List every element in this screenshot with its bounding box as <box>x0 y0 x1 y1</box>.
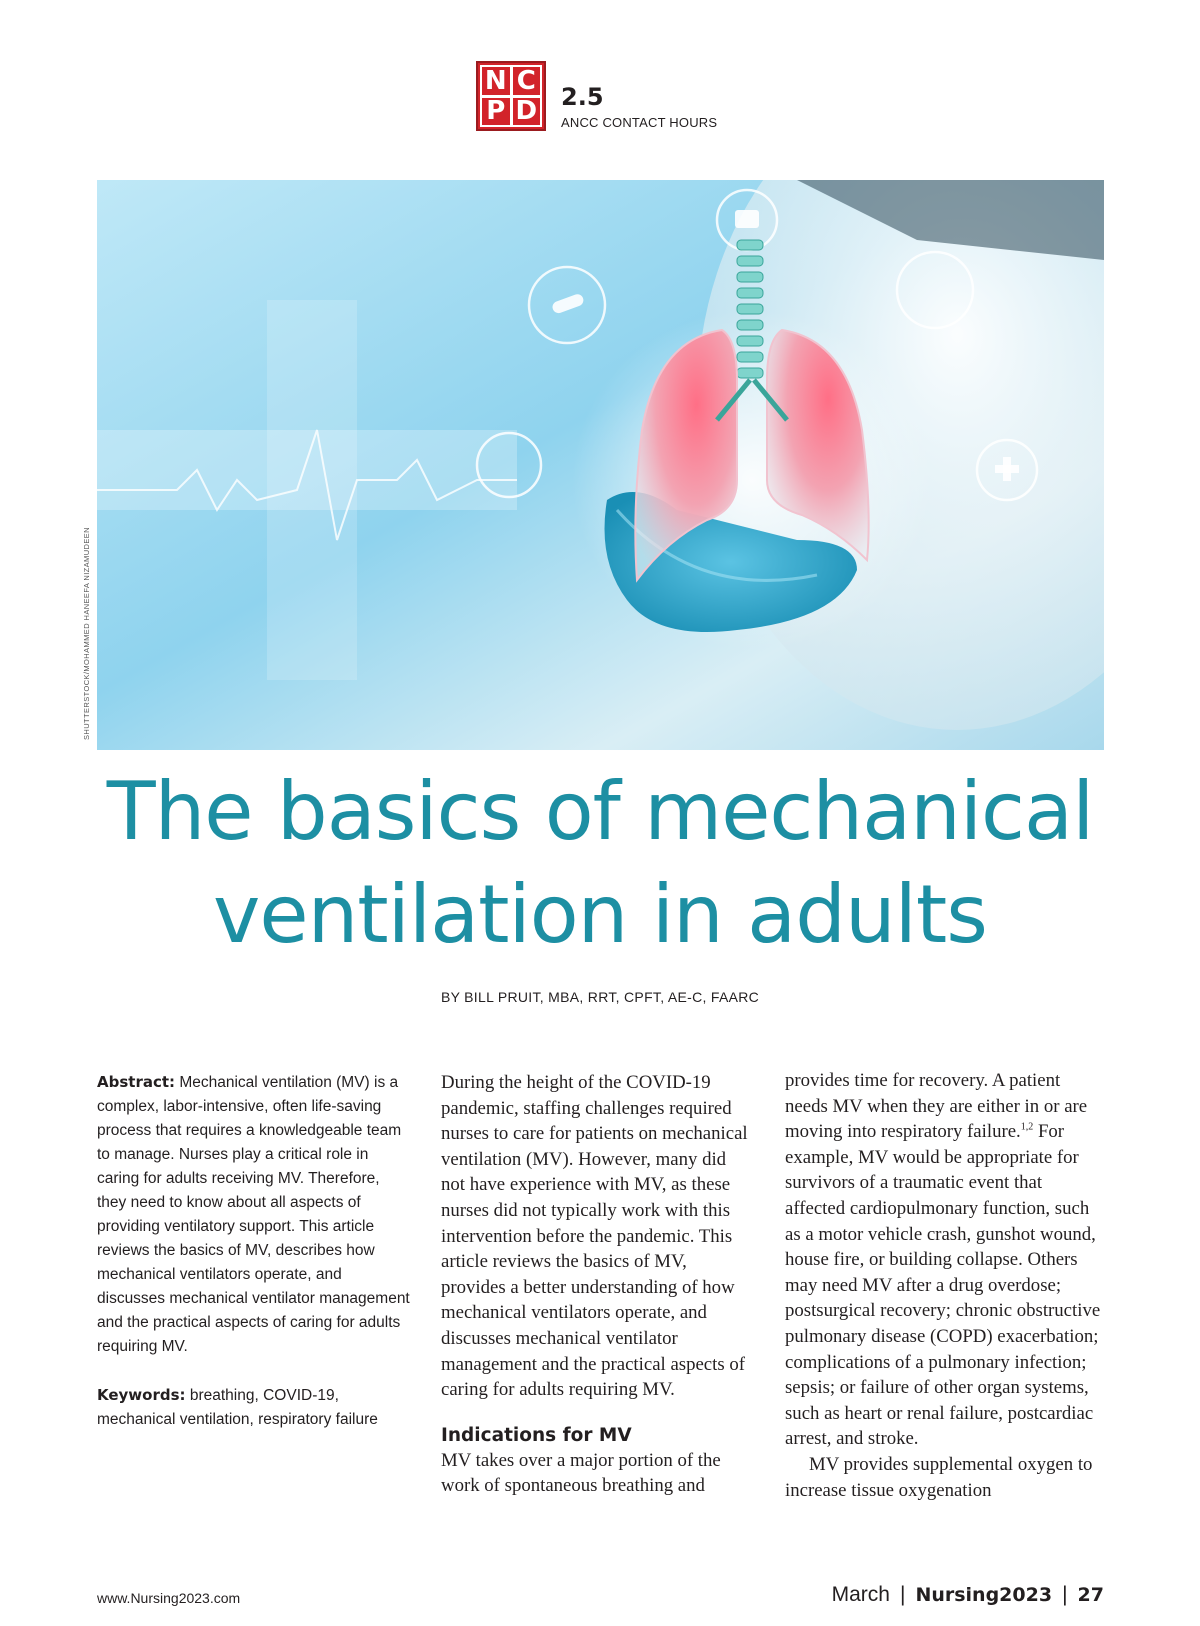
lungs-illustration <box>97 180 1104 750</box>
body-paragraph: MV takes over a major portion of the work of spontaneous breathing and <box>441 1449 721 1497</box>
article-title <box>60 760 1140 966</box>
body-paragraph: MV provides supplemental oxygen to increase tissue oxygenation <box>785 1453 1093 1501</box>
abstract-text: Mechanical ventilation (MV) is a complex, labor-intensive, often life-saving process that requires a knowledgeable team to manage. Nurses play a critical role in caring for adults receiving MV. Therefore, they need to know about all aspects of providing ventilatory support. This article reviews the basics of MV, describes how mechanical ventilators operate, and discusses mechanical ventilator management and the practical aspects of caring for adults requiring MV. <box>97 1074 410 1355</box>
ncpd-letter: N <box>482 67 510 95</box>
page-number: 27 <box>1077 1584 1104 1606</box>
abstract <box>97 1070 412 1359</box>
keywords-text: breathing, COVID-19, mechanical ventilation, respiratory failure <box>97 1387 378 1428</box>
abstract-column <box>97 1070 412 1456</box>
footer-month: March <box>831 1583 890 1606</box>
reference-marker: 1,2 <box>1020 1121 1034 1133</box>
keywords <box>97 1383 412 1432</box>
ncpd-letter: C <box>513 67 541 95</box>
intro-paragraph: During the height of the COVID-19 pandemic, staffing challenges required nurses to care for patients on mechanical ventilation (MV). However, many did not have experience with MV, as these nurses did not typically work with this intervention before the pandemic. This article reviews the basics of MV, provides a better understanding of how mechanical ventilators operate, and discusses mechanical ventilator management and the practical aspects of caring for adults requiring MV. <box>441 1072 748 1401</box>
section-heading: Indications for MV <box>441 1424 632 1446</box>
footer-divider: | <box>1062 1583 1068 1606</box>
body-column-1 <box>441 1070 751 1499</box>
contact-hours-label: ANCC CONTACT HOURS <box>561 115 718 130</box>
keywords-label: Keywords: <box>97 1386 186 1404</box>
ncpd-logo <box>476 61 546 131</box>
hero-image <box>97 180 1104 750</box>
ncpd-letter: P <box>482 98 510 126</box>
image-credit: SHUTTERSTOCK/MOHAMMED HANEEFA NIZAMUDEEN <box>82 527 91 740</box>
footer-divider: | <box>899 1583 906 1606</box>
title-line: ventilation in adults <box>213 868 987 961</box>
footer-url[interactable]: www.Nursing2023.com <box>97 1590 241 1606</box>
footer-folio <box>832 1583 1104 1607</box>
body-column-2 <box>785 1068 1105 1503</box>
contact-hours-value: 2.5 <box>561 83 604 111</box>
byline: BY BILL PRUIT, MBA, RRT, CPFT, AE-C, FAARC <box>440 989 760 1005</box>
ncpd-letter: D <box>513 98 541 126</box>
body-text: For example, MV would be appropriate for survivors of a traumatic event that affected cardiopulmonary function, such as a motor vehicle crash, gunshot wound, house fire, or building collapse. Others may need MV after a drug overdose; postsurgical recovery; chronic obstructive pulmonary disease (COPD) exacerbation; complications of a pulmonary infection; sepsis; or failure of other organ systems, such as heart or renal failure, postcardiac arrest, and stroke. <box>785 1121 1101 1450</box>
footer-journal: Nursing2023 <box>915 1584 1053 1606</box>
title-line: The basics of mechanical <box>106 765 1094 858</box>
body-text: provides time for recovery. A patient needs MV when they are either in or are moving into respiratory failure. <box>785 1070 1088 1143</box>
abstract-label: Abstract: <box>97 1073 176 1091</box>
body-paragraph <box>785 1068 1105 1452</box>
